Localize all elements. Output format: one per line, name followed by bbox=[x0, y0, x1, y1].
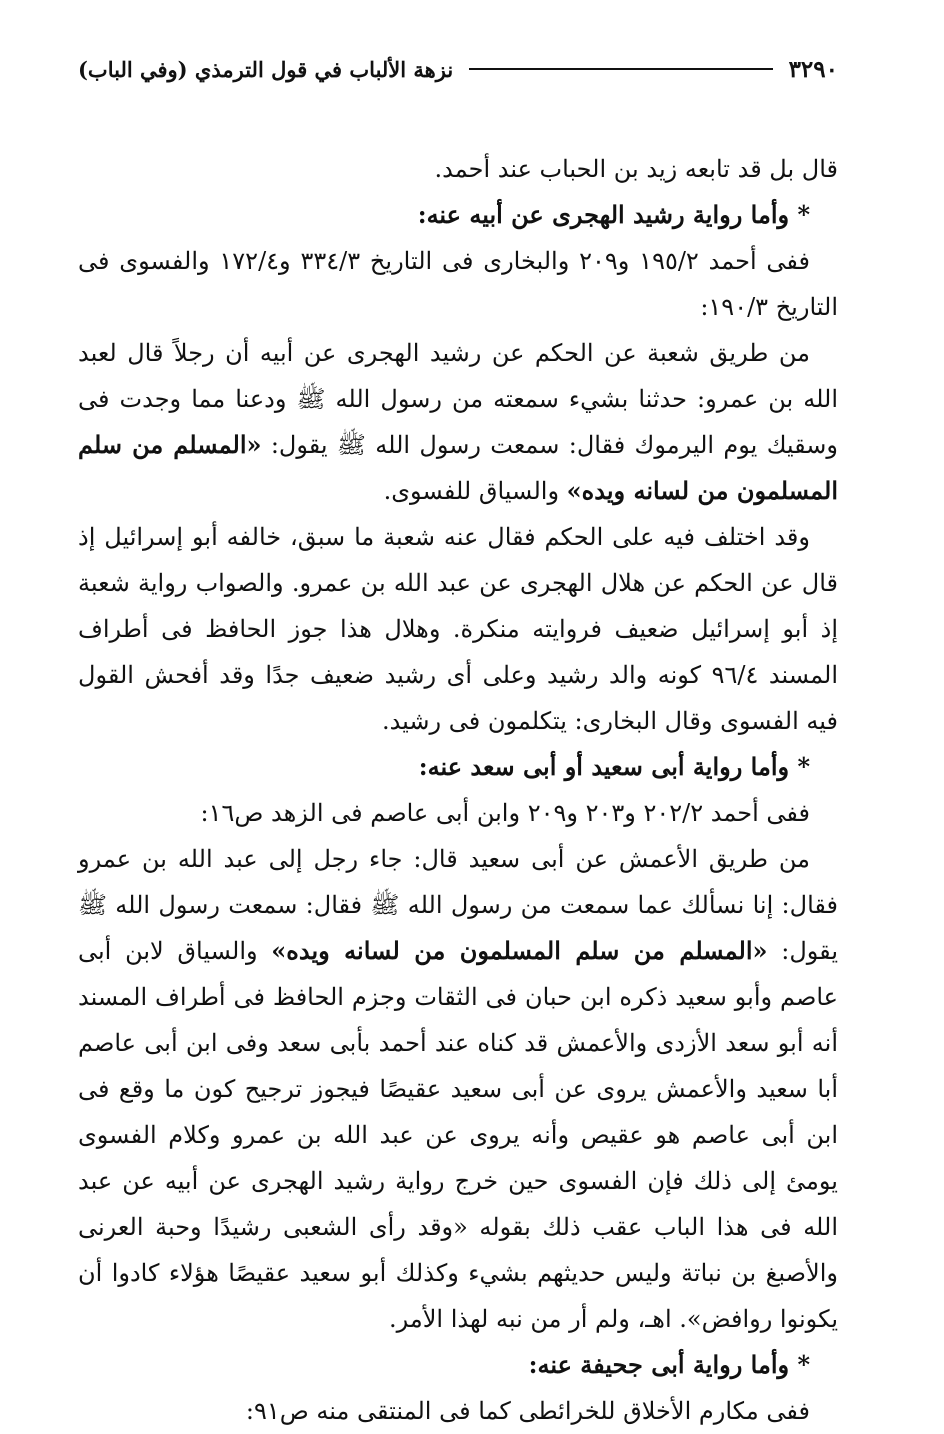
paragraph-amash-route: من طريق الأعمش عن أبى سعيد قال: جاء رجل إلى عبد الله بن عمرو فقال: إنا نسألك عما سمعت من رسول الله ﷺ فقال: سمعت رسول الله ﷺ يقول: «المسلم من سلم المسلمون من لسانه ويده» والسياق لابن أبى عاصم وأبو سعيد ذكره ابن حبان فى الثقات وجزم الحافظ فى أطراف المسند أنه أبو سعد الأزدى والأعمش قد كناه عند أحمد بأبى سعد وفى ابن أبى عاصم أبا سعيد والأعمش يروى عن أبى سعيد عقيصًا فيجوز ترجيح كون ما وقع فى ابن أبى عاصم هو عقيص وأنه يروى عن عبد الله بن عمرو وكلام الفسوى يومئ إلى ذلك فإن الفسوى حين خرج رواية رشيد الهجرى عن أبيه عن عبد الله فى هذا الباب عقب ذلك بقوله «وقد رأى الشعبى رشيدًا وحبة العرنى والأصبغ بن نباتة وليس حديثهم بشيء وكذلك أبو سعيد عقيصًا هؤلاء كادوا أن يكونوا روافض». اهـ، ولم أر من نبه لهذا الأمر. bbox=[78, 845, 839, 1333]
hadith-quote: «المسلم من سلم المسلمون من لسانه ويده» bbox=[78, 430, 838, 505]
running-title: نزهة الألباب في قول الترمذي (وفي الباب) bbox=[78, 56, 454, 82]
section-heading-rashid: * وأما رواية رشيد الهجرى عن أبيه عنه: bbox=[417, 200, 810, 229]
page-number: ٣٢٩٠ bbox=[788, 55, 838, 83]
paragraph-disagreement: وقد اختلف فيه على الحكم فقال عنه شعبة ما سبق، خالفه أبو إسرائيل إذ قال عن الحكم عن هلال الهجرى عن عبد الله بن عمرو. والصواب رواية شعبة إذ أبو إسرائيل ضعيف فروايته منكرة. وهلال هذا جوز الحافظ فى أطراف المسند ٩٦/٤ كونه والد رشيد وعلى أى رشيد ضعيف جدًا وقد أفحش القول فيه الفسوى وقال البخارى: يتكلمون فى رشيد. bbox=[78, 523, 838, 735]
page-header bbox=[78, 50, 838, 88]
body-text bbox=[78, 146, 838, 1434]
paragraph-makarim: ففى مكارم الأخلاق للخرائطى كما فى المنتقى منه ص٩١: bbox=[245, 1397, 810, 1425]
paragraph-1: قال بل قد تابعه زيد بن الحباب عند أحمد. bbox=[434, 155, 838, 183]
paragraph-ahmad-zuhd: ففى أحمد ٢٠٢/٢ و٢٠٣ و٢٠٩ وابن أبى عاصم فى الزهد ص١٦: bbox=[200, 799, 810, 827]
section-heading-abu-juhayfa: * وأما رواية أبى جحيفة عنه: bbox=[528, 1350, 810, 1379]
header-rule bbox=[469, 68, 772, 70]
paragraph-ahmad-sources: ففى أحمد ١٩٥/٢ و٢٠٩ والبخارى فى التاريخ ٣٣٤/٣ و١٧٢/٤ والفسوى فى التاريخ ١٩٠/٣: bbox=[78, 247, 838, 321]
hadith-quote: «المسلم من سلم المسلمون من لسانه ويده» bbox=[271, 936, 768, 965]
section-heading-abu-said: * وأما رواية أبى سعيد أو أبى سعد عنه: bbox=[418, 752, 810, 781]
paragraph-shuba-route: من طريق شعبة عن الحكم عن رشيد الهجرى عن أبيه أن رجلاً قال لعبد الله بن عمرو: حدثنا بشيء سمعته من رسول الله ﷺ ودعنا مما وجدت فى وسقيك يوم اليرموك فقال: سمعت رسول الله ﷺ يقول: «المسلم من سلم المسلمون من لسانه ويده» والسياق للفسوى. bbox=[78, 339, 838, 505]
